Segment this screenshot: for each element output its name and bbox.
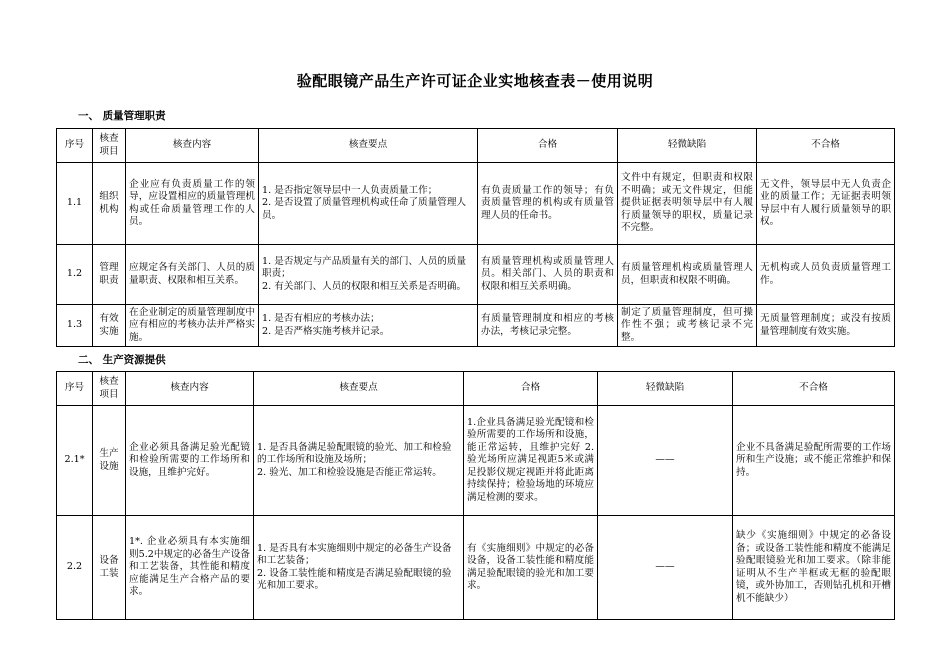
row-item: 有效 实施 [93, 305, 126, 347]
section-heading-resources: 二、 生产资源提供 [78, 354, 166, 366]
header-fail: 不合格 [733, 372, 895, 406]
table-row [57, 163, 895, 245]
row-fail: 无机构或人员负责质量管理工作。 [757, 245, 895, 305]
header-no: 序号 [57, 372, 93, 406]
section-heading-quality: 一、 质量管理职责 [78, 110, 166, 122]
table-row [57, 516, 895, 620]
row-no: 1.1 [57, 163, 93, 245]
row-pass: 有《实施细则》中规定的必备设备，设备工装性能和精度能满足验配眼镜的验光和加工要求。 [464, 516, 598, 620]
row-fail: 缺少《实施细则》中规定的必备设备；或设备工装性能和精度不能满足验配眼镜验光和加工要求。（除非能证明从不生产半框或无框的验配眼镜，或外协加工，否则钻孔机和开槽机不能缺少） [733, 516, 895, 620]
table-header-row [57, 372, 895, 406]
row-item: 管理 职责 [93, 245, 126, 305]
row-minor: —— [598, 406, 733, 516]
row-content: 1*. 企业必须具有本实施细则5.2中规定的必备生产设备和工艺装备，其性能和精度应能满足生产合格产品的要求。 [126, 516, 254, 620]
page-title: 验配眼镜产品生产许可证企业实地核查表－使用说明 [296, 72, 654, 90]
row-pass: 有负责质量工作的领导；有负责质量管理的机构或有质量管理人员的任命书。 [478, 163, 618, 245]
table-row [57, 305, 895, 347]
table-row [57, 245, 895, 305]
row-item: 组织 机构 [93, 163, 126, 245]
table-header-row [57, 129, 895, 163]
row-pass: 1.企业具备满足验光配镜和检验所需要的工作场所和设施，能正常运转，且维护完好 2.验光场所应满足视距5米或满足投影仪规定视距并将此距离持续保持；检验场地的环境应满足检测的要求。 [464, 406, 598, 516]
header-minor: 轻微缺陷 [598, 372, 733, 406]
header-item: 核查 项目 [93, 129, 126, 163]
row-points: 1. 是否具备满足验配眼镜的验光、加工和检验的工作场所和设施及场所； 2. 验光、加工和检验设施是否能正常运转。 [254, 406, 464, 516]
header-no: 序号 [57, 129, 93, 163]
row-fail: 无质量管理制度；或没有按质量管理制度有效实施。 [757, 305, 895, 347]
row-minor: 文件中有规定，但职责和权限不明确；或无文件规定，但能提供证据表明领导层中有人履行质量领导的职权，质量记录不完整。 [618, 163, 757, 245]
header-content: 核查内容 [126, 372, 254, 406]
row-minor: —— [598, 516, 733, 620]
row-no: 2.1* [57, 406, 93, 516]
row-item: 设备 工装 [93, 516, 126, 620]
row-no: 2.2 [57, 516, 93, 620]
quality-management-table [56, 128, 895, 347]
row-minor: 有质量管理机构或质量管理人员，但职责和权限不明确。 [618, 245, 757, 305]
header-content: 核查内容 [126, 129, 259, 163]
row-item: 生产 设施 [93, 406, 126, 516]
row-content: 应规定各有关部门、人员的质量职责、权限和相互关系。 [126, 245, 259, 305]
row-content: 企业必须具备满足验光配镜和检验所需要的工作场所和设施，且维护完好。 [126, 406, 254, 516]
row-no: 1.2 [57, 245, 93, 305]
row-points: 1. 是否指定领导层中一人负责质量工作； 2. 是否设置了质量管理机构或任命了质量管理人员。 [259, 163, 478, 245]
production-resources-table [56, 371, 895, 620]
row-no: 1.3 [57, 305, 93, 347]
header-points: 核查要点 [254, 372, 464, 406]
row-fail: 企业不具备满足验配所需要的工作场所和生产设施；或不能正常维护和保持。 [733, 406, 895, 516]
row-content: 在企业制定的质量管理制度中应有相应的考核办法并严格实施。 [126, 305, 259, 347]
table-row [57, 406, 895, 516]
row-points: 1. 是否规定与产品质量有关的部门、人员的质量职责； 2. 有关部门、人员的权限和相互关系是否明确。 [259, 245, 478, 305]
row-pass: 有质量管理制度和相应的考核办法，考核记录完整。 [478, 305, 618, 347]
header-minor: 轻微缺陷 [618, 129, 757, 163]
row-pass: 有质量管理机构或质量管理人员。相关部门、人员的职责和权限和相互关系明确。 [478, 245, 618, 305]
row-fail: 无文件，领导层中无人负责企业的质量工作；无证据表明领导层中有人履行质量领导的职权。 [757, 163, 895, 245]
row-minor: 制定了质量管理制度，但可操作性不强；或考核记录不完整。 [618, 305, 757, 347]
header-item: 核查 项目 [93, 372, 126, 406]
header-points: 核查要点 [259, 129, 478, 163]
header-pass: 合格 [464, 372, 598, 406]
header-fail: 不合格 [757, 129, 895, 163]
header-pass: 合格 [478, 129, 618, 163]
row-points: 1. 是否具有本实施细则中规定的必备生产设备和工艺装备； 2. 设备工装性能和精度是否满足验配眼镜的验光和加工要求。 [254, 516, 464, 620]
row-points: 1. 是否有相应的考核办法； 2. 是否严格实施考核并记录。 [259, 305, 478, 347]
row-content: 企业应有负责质量工作的领导，应设置相应的质量管理机构或任命质量管理工作的人员。 [126, 163, 259, 245]
